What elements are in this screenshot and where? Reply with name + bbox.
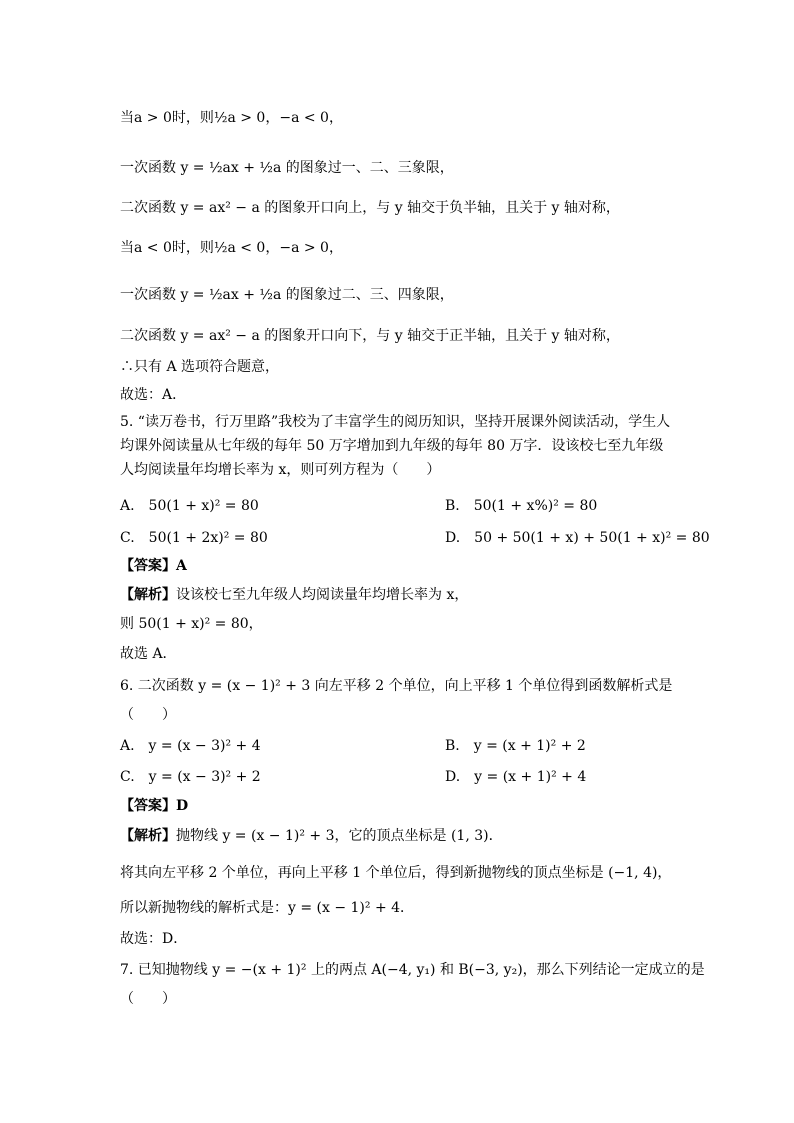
analysis-label: 【解析】 xyxy=(120,828,176,844)
text-line: ∴只有 A 选项符合题意， xyxy=(120,359,280,375)
question-6-stem-cont: （ ） xyxy=(120,707,176,723)
q5-option-d: D. 50 + 50(1 + x) + 50(1 + x)² = 80 xyxy=(445,530,710,546)
q6-option-d: D. y = (x + 1)² + 4 xyxy=(445,769,587,785)
question-7-stem-cont: （ ） xyxy=(120,991,176,1007)
q6-result: 所以新抛物线的解析式是：y = (x − 1)² + 4． xyxy=(120,900,415,916)
q5-option-a: A. 50(1 + x)² = 80 xyxy=(120,498,259,514)
analysis-text: 设该校七至九年级人均阅读量年均增长率为 x， xyxy=(176,587,469,603)
q5-answer: 【答案】A xyxy=(120,558,187,574)
text-line: 二次函数 y = ax² − a 的图象开口向上，与 y 轴交于负半轴，且关于 y 轴对称， xyxy=(120,200,620,216)
text-line: 当a > 0时，则½a > 0，−a < 0， xyxy=(120,110,343,126)
question-7-stem: 7. 已知抛物线 y = −(x + 1)² 上的两点 A(−4, y₁) 和 B(−3, y₂)，那么下列结论一定成立的是 xyxy=(120,962,705,978)
q5-analysis xyxy=(120,585,468,605)
q5-choose: 故选 A． xyxy=(120,646,177,662)
q6-choose: 故选：D． xyxy=(120,931,188,947)
q5-equation: 则 50(1 + x)² = 80， xyxy=(120,616,263,632)
question-5-stem: 5. “读万卷书，行万里路”我校为了丰富学生的阅历知识，坚持开展课外阅读活动，学生人均课外阅读量从七年级的每年 50 万字增加到九年级的每年 80 万字．设该校七至九年级人均阅读量年均增长率为 x，则可列方程为（ ） xyxy=(120,414,671,478)
q6-option-a: A. y = (x − 3)² + 4 xyxy=(120,738,261,754)
q5-option-c: C. 50(1 + 2x)² = 80 xyxy=(120,530,268,546)
q6-option-b: B. y = (x + 1)² + 2 xyxy=(445,738,586,754)
question-6-stem: 6. 二次函数 y = (x − 1)² + 3 向左平移 2 个单位，向上平移 1 个单位得到函数解析式是 xyxy=(120,678,673,694)
text-line: 二次函数 y = ax² − a 的图象开口向下，与 y 轴交于正半轴，且关于 y 轴对称， xyxy=(120,328,620,344)
q6-shift: 将其向左平移 2 个单位，再向上平移 1 个单位后，得到新抛物线的顶点坐标是 (−1, 4)， xyxy=(120,865,672,881)
analysis-label: 【解析】 xyxy=(120,587,176,603)
q5-option-b: B. 50(1 + x%)² = 80 xyxy=(445,498,598,514)
analysis-text: 抛物线 y = (x − 1)² + 3，它的顶点坐标是 (1, 3)． xyxy=(176,828,503,844)
text-line: 一次函数 y = ½ax + ½a 的图象过二、三、四象限， xyxy=(120,287,454,303)
q6-analysis xyxy=(120,826,503,846)
q6-answer: 【答案】D xyxy=(120,798,189,814)
q6-option-c: C. y = (x − 3)² + 2 xyxy=(120,769,261,785)
text-line: 一次函数 y = ½ax + ½a 的图象过一、二、三象限， xyxy=(120,160,454,176)
text-line: 故选：A． xyxy=(120,387,187,403)
text-line: 当a < 0时，则½a < 0，−a > 0， xyxy=(120,240,343,256)
